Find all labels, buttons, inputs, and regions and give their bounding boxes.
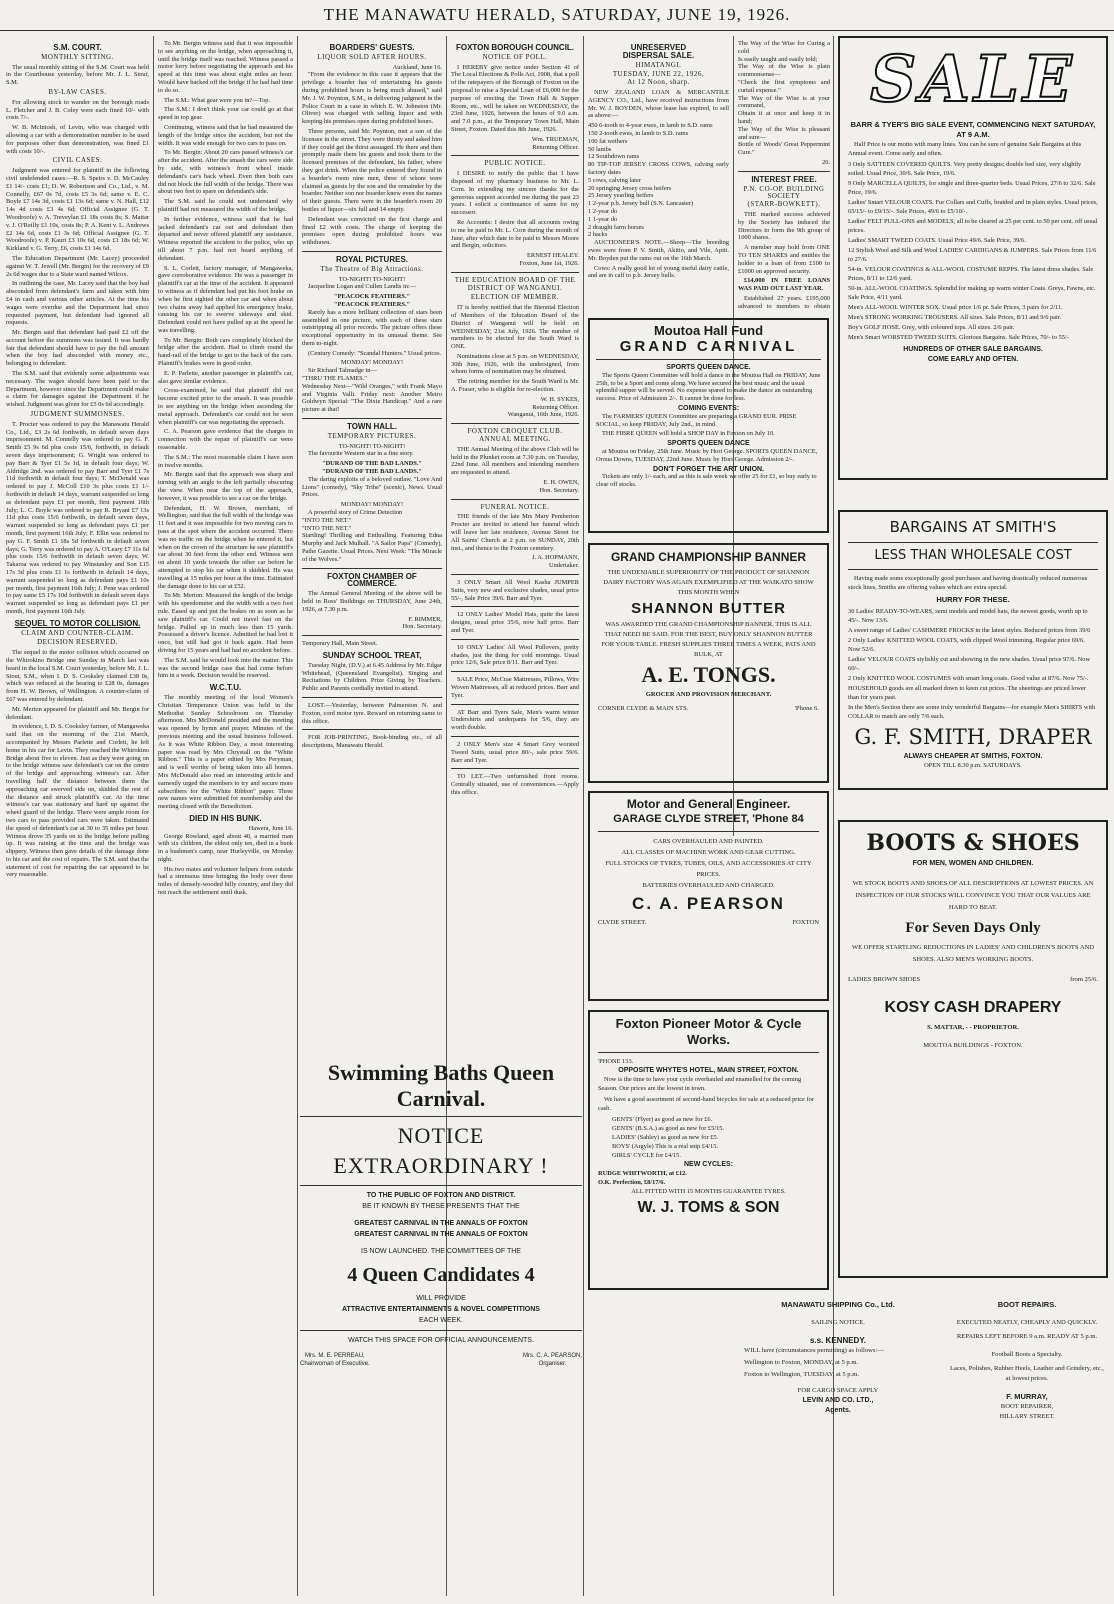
paragraph: In outlining the case, Mr. Lacey said that the boy had absconded from defendant's farm and taken with him £4 in cash and various other articles. At the time his wages were overdue and the Department had since requested payment, but defendant had ignored all requests. <box>6 280 149 327</box>
price-row <box>848 974 1098 986</box>
stock-item: 100 fat wethers <box>588 137 628 145</box>
paragraph: The Education Department (Mr. Lacey) proceeded against W. T. Jewell (Mr. Bergin) for the recovery of £9 2s 6d wages due to a State ward named Wilcox. <box>6 254 149 278</box>
paragraph: W. B. McIntosh, of Levin, who was charged with allowing a car with a demonstration number to be used for purposes other than demonstration, was fined £1 with costs 10/-. <box>6 124 149 155</box>
divider <box>451 574 579 575</box>
signatories <box>300 1352 582 1368</box>
paragraph: Re Accounts: I desire that all accounts owing to me be paid to Mr. L. Corn during the month of June, after which date to be paid to Messrs Moore and Bergin, solicitors. <box>451 218 579 250</box>
stock-list <box>588 122 729 239</box>
ad-line: IS NOW LAUNCHED. THE COMMITTEES OF THE <box>361 1248 521 1255</box>
smith-items <box>848 607 1098 721</box>
ad-line: WE STOCK BOOTS AND SHOES OF ALL DESCRIPTIONS AT LOWEST PRICES. AN INSPECTION OF OUR STOCKS WILL CONVINCE YOU THAT OUR VALUES ARE HARD TO BEAT. <box>852 880 1094 911</box>
column-rule <box>583 36 584 1596</box>
column-5-top <box>588 40 729 310</box>
ad-line: OPPOSITE WHYTE'S HOTEL, MAIN STREET, FOXTON. <box>618 1067 799 1074</box>
divider <box>451 272 579 273</box>
price-item: BOYS' (Argyle) This is a real snip £4/15. <box>612 1143 718 1150</box>
ad-heading: COMING EVENTS: <box>677 404 740 412</box>
jobprint-notice: FOR JOB-PRINTING, Book-binding etc., of all descriptions, Manawatu Herald. <box>302 734 442 750</box>
paragraph: The S.M. said he would look into the matter. This was the second bridge case that had come before him in a week. Decision would be reserved. <box>158 656 293 680</box>
film-title: "DURAND OF THE BAD LANDS." "DURAND OF THE BAD LANDS." <box>322 460 422 476</box>
stock-item: 150 2-tooth ewes, in lamb to S.D. rams <box>588 129 689 137</box>
paragraph: Having made some exceptionally good purchases and having drastically reduced numerous stock lines, Smiths are offering values which are extra special. <box>848 575 1088 591</box>
paragraph: For allowing stock to wander on the borough roads L. Fletcher and J. B. Coley were each fined 10/- with costs 7/-. <box>6 98 149 122</box>
divider <box>300 1330 582 1331</box>
stock-item: 5 cows, calving later <box>588 176 641 184</box>
paragraph: In further evidence, witness said that he had jacked defendant's car out and defendant then departed and never offered plaintiff any assistance. Witness reported the accident to the police, who up till about 7 p.m. had not heard anything of defendant. <box>158 215 293 262</box>
paragraph: The S.M.: The most reasonable claim I have seen in twelve months. <box>158 453 293 469</box>
subheading: FUNERAL NOTICE. <box>480 502 550 511</box>
paragraph: We have a good assortment of second-hand bicycles for sale at a reduced price for cash. <box>598 1096 814 1112</box>
divider <box>302 251 442 252</box>
ad-line: S. MATTAR, - - PROPRIETOR. <box>927 1024 1019 1031</box>
swimming-carnival-ad <box>300 1060 582 1595</box>
tonight-line: TO-NIGHT! TO-NIGHT! <box>338 275 406 283</box>
moutoa-carnival-ad <box>588 318 829 533</box>
ad-line: SAILING NOTICE. <box>811 1319 865 1326</box>
ad-line: FOR MEN, WOMEN AND CHILDREN. <box>912 860 1034 867</box>
stock-item: 1 2-year do <box>588 207 618 215</box>
ad-title: BOOTS & SHOES <box>866 830 1080 856</box>
ad-heading: NEW CYCLES: <box>684 1161 733 1168</box>
signature: W. H. SYKES, Returning Officer. Wanganui, 16th June, 1926. <box>507 395 579 419</box>
address: BOOT REPAIRER, HILLARY STREET. <box>999 1403 1055 1420</box>
chamber-heading: FOXTON CHAMBER OF COMMERCE. <box>327 571 417 589</box>
signature: ERNEST HEALEY. Foxton, June 1st, 1926. <box>519 252 579 267</box>
paragraph: The Annual General Meeting of the above will be held in Ross' Buildings on THURSDAY, June 24th, 1926, at 7.30 p.m. <box>302 590 442 613</box>
signature: Wm. TRUEMAN, Returning Officer. <box>531 135 579 151</box>
hall-line: Temporary Hall, Main Street. <box>302 640 378 648</box>
ad-line: GREATEST CARNIVAL IN THE ANNALS OF FOXTON <box>354 1231 528 1238</box>
kosy-name: KOSY CASH DRAPERY <box>884 999 1062 1016</box>
paragraph: THE Annual Meeting of the above Club will be held in the Plunket room at 7.30 p.m. on Tuesday, 22nd June. All members and intending members are requested to attend. <box>451 445 579 477</box>
pearson-motor-ad <box>588 791 829 1001</box>
paragraph: I HEREBY give notice under Section 41 of The Local Elections & Polls Act, 1908, that a poll of the ratepayers of the Borough of Foxton on the proposal to raise a Special Loan of £6,000 for the purpose of erecting the Town Hall & Supper Room, etc., will be taken on WEDNESDAY, the 23rd June, 1926, between the hours of 9.0 a.m. and 7.0 p.m., at the Temporary Town Hall, Main Street, Foxton. Dated this 8th June, 1926. <box>451 63 579 133</box>
paragraph: To Mr. Merton: Measured the length of the bridge with his speedometer and the width with a two foot rule. Eased up and put the brakes on as soon as he saw plaintiff's car. Could not travel fast on the bridge. Pulled up in much less than 15 yards. Possessed a driver's licence. Admitted he had lost it once, but still had got it back again. Had been driving for 15 years and had had no accident before. <box>158 592 293 654</box>
ad-line: GREATEST CARNIVAL IN THE ANNALS OF FOXTON <box>354 1220 528 1227</box>
tongs-name: A. E. TONGS. <box>641 662 776 687</box>
paragraph: Sir Richard Talmadge in— "THRU THE FLAMES." Wednesday Next—"Wild Oranges," with Frank Mayo and Virginia Valli. Friday next: Another Metro Goldwyn Special: "The Dixie Handicap." And a rare picture at that! <box>302 367 442 414</box>
paragraph: Established 27 years. £195,000 advanced to members to obtain <box>738 294 830 310</box>
price-item: GENTS' (B.S.A.) as good as new for £5/15. <box>612 1125 725 1132</box>
paragraph: (Century Comedy: "Scandal Hunters." Usual prices. <box>308 349 442 357</box>
ad-subtitle: LESS THAN WHOLESALE COST <box>874 548 1072 563</box>
sale-item: 54-in. VELOUR COATINGS & ALL-WOOL COSTUME REPPS. The latest dress shades. Sale Prices, 8/11 to 12/6 yard. <box>848 266 1094 282</box>
ship-name: s.s. KENNEDY. <box>809 1336 867 1345</box>
paragraph: Rarely has a more brilliant collection of stars been assembled in one picture, with each of these stars outstripping all prior records. The picture offers these exceptional opportunity in its unusual theme. See them to-night. <box>302 308 442 347</box>
divider <box>300 1116 582 1117</box>
ad-subtitle: GRAND CARNIVAL <box>619 338 798 355</box>
stock-item: 80 TIP-TOP JERSEY CROSS COWS, calving early factory dates <box>588 161 729 176</box>
dateline: Hawera, June 16. <box>248 824 293 832</box>
price-item: GIRLS' CYCLE for £4/15. <box>612 1152 681 1159</box>
ad-title: Motor and General Engineer. <box>626 797 791 811</box>
paragraph: To Mr. Bergin: Both cars completely blocked the bridge after the accident. Had to climb round the hand-rail of the bridge to get to the back of the cars. Plaintiff's brakes were in good order. <box>158 336 293 368</box>
paragraph: Continuing, witness said that he had measured the length of the bridge since the accident, but not the width. It was wide enough for two cars to pass on. <box>158 123 293 147</box>
ad-title: BOOT REPAIRS. <box>997 1300 1057 1309</box>
price: from 25/6. <box>1070 976 1098 983</box>
paragraph: S. L. Corlett, factory manager, of Mangaweka, gave corroborative evidence. He was a passenger in plaintiff's car at the time of the accident. It appeared to witness as if defendant had put his foot brake on when he first sighted the other car and when about two chains away had applied his emergency brake, causing his car to swerve sideways and skid. Defendant could not have pulled up at the speed he was travelling. <box>158 264 293 334</box>
sale-item: 50-in. ALL-WOOL COATINGS. Splendid for making up warm winter Coats. Greys, Fawns, etc. Sale Price, 4/11 yard. <box>848 285 1096 301</box>
address: CLYDE STREET. <box>598 919 647 926</box>
paragraph: E. P. Parlette, another passenger in plaintiff's car, also gave similar evidence. <box>158 369 293 385</box>
subheading: CLAIM AND COUNTER-CLAIM. <box>21 628 134 637</box>
ad-title: Swimming Baths Queen Carnival. <box>327 1060 555 1111</box>
sale-item: 2 Only Ladies' KNITTED WOOL COATS, with clipped Wool trimming. Regular price 69/6. Now 52/6. <box>848 637 1085 653</box>
ad-footer: HUNDREDS OF OTHER SALE BARGAINS. COME EARLY AND OFTEN. <box>903 346 1043 363</box>
paragraph: A powerful story of Crime Detection "INTO THE NET." "INTO THE NET." Startling! Thrilling and Enthralling. Featuring Edna Murphy and Jack Mulhall. "A Sailor Papa" (Comedy), Pathe Gazette. Usual Prices. Next Week: "The Miracle of the Wolves." <box>302 509 442 563</box>
paragraph: The S.M. said that evidently some adjustments was necessary. The wages should have been paid to the Department, however since the Department could make a claim for damages against the Department if he wished. Judgment was given for £5 0s 6d accordingly. <box>6 370 149 409</box>
ad-subtitle: GARAGE CLYDE STREET, 'Phone 84 <box>613 813 804 825</box>
column-6-top <box>738 40 830 310</box>
boarders-heading: BOARDERS' GUESTS. <box>329 43 415 52</box>
price-list <box>598 1115 819 1160</box>
subheading: The Theatre of Big Attractions. <box>320 264 424 273</box>
paragraph: THE FIBRE QUEEN will hold a SHOP DAY in Foxton on July 10. <box>602 430 775 438</box>
paragraph: THE marked success achieved by the Society has induced the Directors to form the 9th group of 1000 shares. <box>738 210 830 242</box>
sale-item: HOUSEHOLD goods are all marked down to keen cut prices. The sheetings are priced lower than for years past. <box>848 685 1086 701</box>
ad-line: WATCH THIS SPACE FOR OFFICIAL ANNOUNCEMENTS. <box>348 1337 534 1344</box>
paragraph: In evidence, I. D. S. Cooksley farmer, of Mangaweka said that on the morning of the 21st March, accompanied by Messrs Parlette and Corlett, he left home in his car for Levin. They reached the Whirokino Bridge about five to eleven. Just as they were going on to the bridge witness saw defendant's car on the centre of the bridge and approaching witness's car. After travelling half the distance between them the approaching car swerved side on, skidded the rest of the distance and struck plaintiff's car. At the time witness's car was stationary and hard up against the wheel guard of the bridge. There were ample room for two cars to pass provided cars were taken. Estimated the speed of defendant's car at 30 to 35 miles per hour. Witness drove 35 yards on to the bridge before pulling up. It was raining at the time and the bridge was slippery. Witness then gave details of the damage done to his car and the cost of repairs. The S.M. said that the statement of cost for repairing the car appeared to be very reasonable. <box>6 723 149 879</box>
barr-tyer-sale-ad <box>838 36 1108 480</box>
column-2 <box>158 40 293 1596</box>
sale-items <box>848 160 1098 342</box>
monday-line: MONDAY! MONDAY! <box>340 359 404 367</box>
interest-heading: INTEREST FREE. <box>751 174 817 184</box>
paragraph: Jacqueline Logan and Cullen Landis in:— <box>308 283 417 291</box>
sm-court-heading: S.M. COURT. <box>53 43 102 52</box>
paragraph: Half Price is our motto with many lines. You can be sure of genuine Sale Bargains at this Annual event. Come early and often. <box>848 141 1082 157</box>
ad-title: Moutoa Hall Fund <box>653 323 764 338</box>
ad-title: GRAND CHAMPIONSHIP BANNER <box>610 550 807 564</box>
sale-item: Men's ALL-WOOL WINTER SOX. Usual price 1/6 pr. Sale Prices, 3 pairs for 2/11. <box>848 304 1063 311</box>
signature: E. H. OWEN, Hon. Secretary. <box>539 479 579 494</box>
divider <box>302 697 442 698</box>
paragraph: Now is the time to have your cycle overhauled and enamelled for the coming Season. Our prices are the lowest in town. <box>598 1076 802 1092</box>
price-item: O.K. Perfection, £8/17/6. <box>598 1179 666 1186</box>
price-item: GENTS' (Flyer) as good as new for £6. <box>612 1116 713 1123</box>
classified-ad: 12 ONLY Ladies' Model Hats, quite the latest designs, usual price 35/6, now half price. Barr and Tyer. <box>451 611 579 634</box>
ad-title: BARGAINS AT SMITH'S <box>889 518 1057 536</box>
paragraph: The S.M.: What gear were you in?—Top. <box>164 96 271 104</box>
signature: Mrs. C. A. PEARSON, Organiser. <box>522 1353 582 1367</box>
column-3 <box>302 40 442 1040</box>
ad-line: EACH WEEK. <box>419 1317 463 1324</box>
subheading: BY-LAW CASES. <box>48 87 107 96</box>
divider <box>451 606 579 607</box>
monday-line: MONDAY! MONDAY! <box>340 501 404 509</box>
sunday-school-heading: SUNDAY SCHOOL TREAT, <box>322 650 422 660</box>
kosy-boots-ad <box>838 820 1108 1278</box>
sale-item: Boy's GOLF HOSE. Grey, with coloured tops. All sizes. 2/6 pair. <box>848 324 1015 331</box>
divider <box>848 569 1098 570</box>
divider <box>451 704 579 705</box>
ad-line: MOUTOA BUILDINGS - FOXTON. <box>923 1042 1023 1049</box>
paragraph: Cross-examined, he said that plaintiff did not become excited prior to the smash. It was possible to see anything on the bridge when ascending the metal approach. Defendant's car could not be seen when plaintiff's car was negotiating the approach. <box>158 387 293 426</box>
divider <box>596 359 821 360</box>
ad-line: ATTRACTIVE ENTERTAINMENTS & NOVEL COMPETITIONS <box>342 1306 540 1313</box>
divider <box>451 639 579 640</box>
divider <box>598 1052 819 1053</box>
paragraph: The daring exploits of a beloved outlaw. "Love And Lions" (comedy), "Sky Tribe" (scenic), News. Usual Prices. <box>302 475 442 499</box>
address-row <box>598 917 819 928</box>
sale-item: Ladies' SMART TWEED COATS. Usual Price 49/6. Sale Price, 39/6. <box>848 237 1026 244</box>
signature: Mrs. M. E. PERREAU, Chairwoman of Executive. <box>300 1353 370 1367</box>
signature: J. A. HOPMANN, Undertaker. <box>531 554 579 570</box>
died-heading: DIED IN HIS BUNK. <box>189 813 262 823</box>
repairer-name: F. MURRAY, <box>1006 1392 1048 1401</box>
ad-line: ALL CLASSES OF MACHINE WORK AND GEAR CUTTING. <box>621 849 796 856</box>
divider <box>302 568 442 569</box>
paragraph: IT is hereby notified that the Biennial Election of Members of the Education Board of the District of Wanganui will be held on WEDNESDAY, 21st July, 1926. The number of members to be elected for the South Ward is ONE. <box>451 304 579 351</box>
paragraph: WILL have (circumstances permitting) as follows:— <box>744 1347 884 1354</box>
toms-cycle-ad <box>588 1010 829 1290</box>
wctu-heading: W.C.T.U. <box>209 683 242 693</box>
paragraph: I DESIRE to notify the public that I have disposed of my pharmacy business to Mr. L. Corn. In extending my sincere thanks for the generous support accorded me during the past 23 years. I solicit a continuance of same for my successor. <box>451 170 579 217</box>
divider <box>302 418 442 419</box>
ad-heading: DON'T FORGET THE ART UNION. <box>652 465 765 473</box>
signature: F. RIMMER, Hon. Secretary. <box>402 615 442 631</box>
stock-item: 1 2-year p.b. Jersey bull (S.N. Lancaster) <box>588 200 694 208</box>
dateline: Auckland, June 16. <box>392 63 442 71</box>
town-hall-heading: TOWN HALL. <box>346 422 398 432</box>
smith-name: G. F. SMITH, DRAPER <box>854 725 1092 749</box>
ad-line: EXECUTED NEATLY, CHEAPLY AND QUICKLY. <box>956 1319 1098 1326</box>
royal-pictures-heading: ROYAL PICTURES. <box>335 254 408 264</box>
ad-line: WILL PROVIDE <box>416 1295 466 1302</box>
ad-line: FOR CARGO SPACE APPLY <box>797 1387 879 1394</box>
divider <box>848 542 1098 543</box>
sale-item: Ladies' VELOUR COATS stylishly cut and showing in the new shades. Usual price 97/6. Now 60/-. <box>848 656 1091 672</box>
classified-ad: SALE Price, McCrae Mattresses, Pillows, Wire Woven Mattresses, all at reduced prices. Barr and Tyer. <box>451 676 579 699</box>
sale-item: Men's STRONG WORKING TROUSERS. All sizes. Sale Prices, 8/11 and 9/6 pair. <box>848 314 1062 321</box>
poem: The Way of the Wise for Curing a cold Is easily taught and easily told; The Way of the Wise is plain commonsense— "Check the first symptoms and curtail expense." The Way of the Wise is at your command, Obtain it at once and keep it in hand; The Way of the Wise is pleasant and sure— Bottle of Woods' Great Peppermint Cure." <box>738 40 830 157</box>
sale-item: 9 Only MARCELLA QUILTS, for single and three-quarter beds. Usual Prices, 27/6 to 32/6. Sale Price, 19/6. <box>848 180 1096 196</box>
ad-title: MANAWATU SHIPPING Co., Ltd. <box>781 1300 895 1309</box>
ad-title: Foxton Pioneer Motor & Cycle Works. <box>615 1016 802 1047</box>
subheading: HIMATANGI. <box>635 60 682 69</box>
subheading: TEMPORARY PICTURES. <box>327 431 417 440</box>
subheading: P.N. CO-OP. BUILDING SOCIETY (STARR-BOWKETT). <box>743 184 825 209</box>
smith-bargains-ad <box>838 510 1108 790</box>
ad-heading: SPORTS QUEEN DANCE <box>667 440 750 448</box>
masthead: THE MANAWATU HERALD, SATURDAY, JUNE 19, 1926. <box>0 0 1114 31</box>
paragraph: Judgment was entered for plaintiff in the following civil undefended cases:—R. S. Speirs v. D. McCauley £1 14/- costs £1; D. W. Robertson and Co., Ltd., v. M. Connelly, £67 0s 7d, costs £5 3s 6d; same v. E. C. Boyle £7 14s 3d, costs £1 13s 6d; same v. N. Hall, £12 14s 4d costs £3 4s 6d; Official Assignee (G. T. Woodroofe) v. A. Treveylan £1 18s costs 8s; S. Mattar v. J. O'Reilly £1 10s, costs 8s; P. A. Kent v. L. Andrews £2 14s 6d, costs £1 3s 6d; Official Assignee (G. T. Woodroofe) v. P. Kauri £3 10s 6d, costs £1 18s 6d; W. Kirkland v. G. Terry, £6, costs £1 14s 6d. <box>6 167 149 253</box>
ad-heading: SPORTS QUEEN DANCE. <box>666 364 751 371</box>
ad-line: CARS OVERHAULED AND PAINTED. <box>653 838 764 845</box>
subheading: FOXTON CROQUET CLUB. ANNUAL MEETING. <box>467 427 563 444</box>
divider <box>451 423 579 424</box>
subheading: NOTICE OF POLL. <box>482 52 548 61</box>
ad-heading: BARR & TYER'S BIG SALE EVENT, COMMENCING NEXT SATURDAY, AT 9 A.M. <box>850 120 1096 139</box>
subheading: LIQUOR SOLD AFTER HOURS. <box>317 52 427 61</box>
subheading: PUBLIC NOTICE. <box>484 159 546 168</box>
divider <box>598 831 819 832</box>
ad-line: BATTERIES OVERHAULED AND CHARGED. <box>642 882 775 889</box>
sale-item: A sweet range of Ladies' CASHMERE FROCKS in the latest styles. Reduced prices from 39/6 <box>848 627 1091 634</box>
paragraph: The monthly meeting of the local Women's Christian Temperance Union was held in the Methodist Sunday Schoolroom on Thursday afternoon. Mrs McDonald presided and the meeting was opened by hymn and prayer. Minutes of the previous meeting and the usual business followed. As it was White Ribbon Day, a most interesting paper was read by Mrs Chrystall on the "White Ribbon." This is a paper edited by Mrs Peryman, and is well worthy of being taken into all homes. Mrs McDonald also read an interesting article and earnestly urged the members to try and secure more subscribers for the "White Ribbon" paper. Three new names were submitted for membership and the meeting closed with the Benediction. <box>158 693 293 811</box>
subheading: DECISION RESERVED. <box>37 638 118 647</box>
subheading: ELECTION OF MEMBER. <box>470 293 560 302</box>
paragraph: The favourite Western star in a fine story. <box>308 450 414 458</box>
divider <box>451 736 579 737</box>
agents: LEVIN AND CO. LTD., Agents. <box>802 1397 874 1414</box>
paragraph: Mr. Bergin said that defendant had paid £2 off the account before the summons was issued. It was hardly fair that defendant should have to pay the full amount when the boy had absconded with money etc., belonging to defendant. <box>6 329 149 368</box>
borough-heading: FOXTON BOROUGH COUNCIL. <box>455 43 575 52</box>
ad-line: BE IT KNOWN BY THESE PRESENTS THAT THE <box>362 1203 520 1210</box>
classified-ad: 3 ONLY Smart All Wool Kasha JUMPER Suits, very new and exclusive shades, usual price 55/-, Sale Price 39/6. Barr and Tyer. <box>451 579 579 602</box>
paragraph: The S.M. said he could not understand why plaintiff had not measured the width of the bridge. <box>158 198 293 213</box>
ad-line: LADIES BROWN SHOES <box>848 976 921 983</box>
ad-line: OPEN TILL 8.30 p.m. SATURDAYS. <box>924 762 1022 769</box>
ad-line: WE OFFER STARTLING REDUCTIONS IN LADIES' AND CHILDREN'S BOOTS AND SHOES. ALSO MEN'S WORKING BOOTS. <box>851 944 1095 963</box>
paragraph: The S.M.: I don't think your car could go at that speed in top gear. <box>158 106 293 122</box>
phone: 'PHONE 133. <box>598 1058 634 1065</box>
ad-heading: HURRY FOR THESE. <box>936 595 1010 604</box>
paragraph: Nominations close at 5 p.m. on WEDNESDAY, 30th June, 1926, with the undersigned, from whom forms of nomination may be obtained. <box>451 352 579 376</box>
column-rule <box>297 36 298 1596</box>
paragraph: Defendant was convicted on the first charge and fined £2 with costs. The charge of keeping the premises open during prohibited hours was withdrawn. <box>302 215 442 247</box>
lost-notice: LOST.—Yesterday, between Palmerston N. and Foxton, cord motor tyre. Reward on returning same to this office. <box>302 701 442 725</box>
paragraph: Three persons, said Mr. Poynton, met a son of the licensee in the street. They were thirsty and asked him if they could get the thirst assuaged. He there and then promptly made them his guests and took them to the licensed premises of the defendant, his father, where they got drink. When the police entered they found in a boarder's room nine men, three of whom were claimed as guests by the son and the remainder by the boarder. Neither son nor boarder knew even the names of their guests. There were in the boarder's room 20 bottles of liquor—six full and 14 empty. <box>302 127 442 213</box>
stock-item: 50 lambs <box>588 145 612 153</box>
paragraph: "From the evidence in this case it appears that the privilege a boarder has of entertaining his guests during prohibited hours is being much abused," said Mr. J. W. Poynton, S.M., in delivering judgment in the Police Court in a case in which E. W. Johnston (Mr. Oliver) was charged with selling liquor and with keeping his premises open during prohibited hours. <box>302 71 442 126</box>
sale-item: 12 Stylish Wool and Silk and Wool LADIES' CARDIGANS & JUMPERS. Sale Prices from 11/6 to 27/6. <box>848 247 1097 263</box>
sale-item: 30 Ladies' READY-TO-WEARS, semi models and model hats, the newest goods, worth up to 45/-. Now 13/6. <box>848 608 1088 624</box>
paragraph: Foxton to Wellington, TUESDAY, at 5 p.m. <box>744 1371 859 1378</box>
sale-item: 3 Only SATTEEN COVERED QUILTS. Very pretty designs; double bed size, very slightly soiled. Usual Price, 30/6. Sale Price, 19/6. <box>848 161 1082 177</box>
paragraph: at Moutoa on Friday, 25th June. Music by Hori George. SPORTS QUEEN DANCE, Oroua Downs, TUESDAY, 22nd June. Music by Hori George. Admission 2/-. <box>596 447 818 463</box>
paragraph: A member may hold from ONE TO TEN SHARES and entitles the holder to a loan of from £100 to £1000 on approved security. <box>738 244 830 275</box>
paragraph: NEW ZEALAND LOAN & MERCANTILE AGENCY CO., Ltd., have received instructions from Mr. W. J. BOYDEN, whose lease has expired, to sell as above:— <box>588 88 729 120</box>
subheading: MONTHLY SITTING. <box>41 52 114 61</box>
film-title: "PEACOCK FEATHERS." "PEACOCK FEATHERS." <box>333 293 411 308</box>
shipping-ad <box>738 1300 938 1596</box>
classified-ad: AT Barr and Tyers Sale, Men's warm winter Undershirts and underpants for 5/6, they are worth double. <box>451 708 579 732</box>
seven-days-heading: For Seven Days Only <box>905 920 1041 936</box>
paragraph: His two mates and volunteer helpers from outside had a strenuous time bringing the body over three miles of densely-wooded hilly country, and they did not reach the settlement until dusk. <box>158 865 293 897</box>
ad-line: Laces, Polishes, Rubber Heels, Leather and Grindery, etc., at lowest prices. <box>950 1365 1104 1382</box>
sale-item: Men's Smart WORSTED TWEED SUITS. Glorious Bargains. Sale Prices, 70/- to 55/- <box>848 334 1069 341</box>
address-row <box>598 704 819 714</box>
paragraph: Tickets are only 1/- each, and as this is sale week we offer 25 for £1, so buy early to clear off stocks. <box>596 473 817 489</box>
sale-title: SALE <box>870 42 1076 117</box>
ad-line: GROCER AND PROVISION MERCHANT. <box>645 691 772 698</box>
ad-line: WAS AWARDED THE GRAND CHAMPIONSHIP BANNER. THIS IS ALL THAT NEED BE SAID. FOR THE BEST, BUY ONLY SHANNON BUTTER FOR YOUR TABLE. FRESH SUPPLIES THREE TIMES A WEEK, PATS AND BULK, AT <box>601 621 816 658</box>
town: FOXTON <box>792 919 819 926</box>
murray-repairs-ad <box>948 1300 1106 1596</box>
classified-ad: TO LET.—Two unfurnished front rooms. Centrally situated, use of conveniences.—Apply this office. <box>451 773 579 796</box>
paragraph: C. A. Pearson gave evidence that the charges in connection with the repair of plaintiff's car were reasonable. <box>158 428 293 452</box>
sale-item: Ladies' FELT PULL-ONS and MODELS, all to be cleared at 25 per cent. to 50 per cent. off usual prices. <box>848 218 1098 234</box>
paragraph: Tuesday Night, (D.V.) at 6.45 Address by Mr. Edgar Whitehead, (Queensland Evangelist). Singing and Recitations by Children. Prize Giving by Teachers. Public and Parents cordially invited to attend. <box>302 661 442 693</box>
paragraph: George Rowland, aged about 40, a married man with six children, the eldest only ten, died in a bunk in a bushmen's camp, near Hurleyville, on Monday night. <box>158 832 293 863</box>
divider <box>302 729 442 730</box>
ad-number: 20. <box>822 158 830 166</box>
price-item: RUDGE WHITWORTH, at £12. <box>598 1170 687 1177</box>
stock-item: 1 1-year do <box>588 215 618 223</box>
paragraph: THE friends of the late Mrs Mary Pemberton Procter are invited to attend her funeral which will leave her late residence, Avenue Street for All Saints' Church at 2 p.m. on SUNDAY, 20th inst., and thence to the Foxton cemetery. <box>451 513 579 552</box>
paragraph: The Sports Queen Committee will hold a dance in the Moutoa Hall on FRIDAY, June 25th, to be a Sport and come along. We have secured the best music and the usual splendid supper will be served. No expense spared to make the dance an outstanding success. Price of Admission 2/-. It cannot be done for less. <box>596 371 821 403</box>
ad-subtitle: SHANNON BUTTER <box>631 600 786 617</box>
paragraph: To Mr. Bergin: About 20 cars passed witness's car after the accident. After the smash the cars were side by side, with witness's front wheel inside defendant's car's back wheel. Even then both cars did not block the full width of the bridge. There was about two feet to spare on defendant's side. <box>158 149 293 196</box>
divider <box>738 171 830 172</box>
divider <box>451 671 579 672</box>
stock-item: 25 Jersey yearling heifers <box>588 192 654 200</box>
divider <box>451 499 579 500</box>
paragraph: The FARMERS' QUEEN Committee are preparing a GRAND EUR. PRISE SOCIAL, so keep FRIDAY, July 2nd., in mind. <box>596 412 797 428</box>
pearson-name: C. A. PEARSON <box>632 894 785 913</box>
paragraph: Defendant, H. W. Brown, merchant, of Wellington, said that the full width of the bridge was 11 feet and it was impossible for two moving cars to pass at the spot where the accident occurred. There was no traffic on the bridge when he entered it, but when on the crown of the structure he saw plaintiff's car about 30 feet from the other end. Witness sent on about 10 yards towards the other car before he attempted to stop his car when it skidded. He was travelling at 15 miles per hour at the time. Estimated the damage done to his car at £52. <box>158 504 293 590</box>
queens-heading: 4 Queen Candidates 4 <box>347 1264 535 1286</box>
address: CORNER CLYDE & MAIN STS. <box>598 705 689 712</box>
paragraph: AUCTIONEER'S NOTE.—Sheep—The breeding ewes were from P. V. Smith, Akitio, and Vile, Apiti. Mr. Boyden put the rams out on the 16th March. <box>588 239 729 262</box>
paragraph: £14,000 IN FREE LOANS WAS PAID OUT LAST YEAR. <box>738 277 830 293</box>
stock-item: 2 hacks <box>588 231 608 239</box>
paragraph: The retiring member for the South Ward is Mr. A. Fraser, who is eligible for re-election. <box>451 378 579 394</box>
column-4 <box>451 40 579 1040</box>
divider <box>300 1185 582 1186</box>
classified-ad: 10 ONLY Ladies' All Wool Pullovers, pretty shades, just the thing for cold mornings. Usual price 12/6, Sale price 8/11. Barr and Tyer. <box>451 643 579 667</box>
subheading: JUDGMENT SUMMONSES. <box>30 410 125 419</box>
dispersal-heading: UNRESERVED DISPERSAL SALE. <box>622 43 695 60</box>
sale-item: 2 Only KNITTED WOOL COSTUMES with smart long coats. Good value at 87/6. Now 75/-. <box>848 675 1089 682</box>
paragraph: Cows: A really good lot of young useful dairy cattle, and are in calf to p.b. Jersey bulls. <box>588 264 729 280</box>
subheading: THE EDUCATION BOARD OF THE DISTRICT OF WANGANUI. <box>454 275 576 292</box>
paragraph: Mr. Bergin said that the approach was sharp and turning with an angle to the left partially obscuring the view. When near the top of the approach, however, it was possible to see a car on the bridge. <box>158 471 293 502</box>
motor-collision-heading: SEQUEL TO MOTOR COLLISION. <box>14 618 141 628</box>
sale-item: Ladies' Smart VELOUR COATS. Fur Collars and Cuffs, braided and in plain styles. Usual prices, 65/15/- to £9/15/-. Sale Prices, 49/6 to £5/10/-. <box>848 199 1098 215</box>
ad-line: ALWAYS CHEAPER AT SMITHS, FOXTON. <box>903 753 1043 760</box>
stock-item: 20 springing Jersey cross heifers <box>588 184 672 192</box>
phone: 'Phone 6. <box>794 705 819 712</box>
sale-item: In the Men's Section there are some truly wonderful Bargains—for example Men's SHIRTS with COLLAR to match are only 7/6 each. <box>848 704 1096 720</box>
price-item: LADIES' (Sahley) as good as new for £5. <box>612 1134 719 1141</box>
paragraph: The sequel to the motor collision which occurred on the Whirokino Bridge one Sunday in March last was heard in the local S.M. Court yesterday, before Mr. J. L. Stout, S.M., when I. D. S. Cooksley claimed £38 0s, which was reduced at the hearing to £28 0s, damages from H. W. Brown, of Wellington. A counter-claim of £67 was entered by defendant. <box>6 649 149 703</box>
tonight-line: TO-NIGHT! TO-NIGHT! <box>338 442 406 450</box>
column-1 <box>6 40 149 1596</box>
ad-line: REPAIRS LEFT BEFORE 9 a.m. READY AT 5 p.m. <box>956 1333 1098 1340</box>
stock-item: 450 6-tooth to 4-year ewes, in lamb to S.D. rams <box>588 122 713 130</box>
classified-ad: 2 ONLY Men's size 4 Smart Grey worsted Tweed Suits, usual price 80/-, sale price 59/6. Barr and Tyer. <box>451 740 579 764</box>
subheading: TUESDAY, JUNE 22, 1926, At 12 Noon, sharp. <box>612 70 705 87</box>
ad-line: Football Boots a Specialty. <box>991 1351 1063 1358</box>
ad-line: THE UNDENIABLE SUPERIORITY OF THE PRODUCT OF SHANNON DAIRY FACTORY WAS AGAIN EXEMPLIFIED AT THE WAIKATO SHOW THIS MONTH WHEN <box>603 569 814 596</box>
paragraph: The usual monthly sitting of the S.M. Court was held in the Courthouse yesterday, before Mr. J. L. Stout, S.M. <box>6 63 149 87</box>
divider <box>451 155 579 156</box>
divider <box>302 635 442 636</box>
paragraph: Wellington to Foxton, MONDAY, at 5 p.m. <box>744 1359 859 1366</box>
ad-line: TO THE PUBLIC OF FOXTON AND DISTRICT. <box>366 1192 516 1199</box>
paragraph: To Mr. Bergin witness said that it was impossible to see anything on the bridge, when approaching it, until the bridge itself was reached. Witness passed a motor lorry before negotiating the approach and his speed at this time was about eight miles an hour. Would have backed off the bridge if he had had time to do so. <box>158 40 293 94</box>
column-rule <box>153 36 154 1596</box>
paragraph: Mr. Merton appeared for plaintiff and Mr. Bergin for defendant. <box>6 705 149 721</box>
divider <box>451 768 579 769</box>
toms-name: W. J. TOMS & SON <box>637 1199 780 1216</box>
stock-item: 2 draught farm horses <box>588 223 644 231</box>
stock-item: 12 Southdown rams <box>588 153 640 161</box>
subheading: CIVIL CASES. <box>52 156 103 165</box>
ad-line: ALL FITTED WITH 15 MONTHS GUARANTEE TYRES. <box>631 1188 786 1195</box>
ad-line: FULL STOCKS OF TYRES, TUBES, OILS, AND ACCESSORIES AT CITY PRICES. <box>605 860 812 878</box>
shannon-butter-ad <box>588 543 829 783</box>
notice-heading: NOTICE EXTRAORDINARY ! <box>333 1123 549 1178</box>
paragraph: T. Procter was ordered to pay the Manawatu Herald Co., Ltd., £3 2s 6d forthwith, in default seven days imprisonment. M. Connelly was ordered to pay G. F. Smith £5 9s 6d plus costs 15/6, forthwith, in default seven days imprisonment; G. Wright was ordered to pay Barr & Tyer £1 5s 1d, in default four days; W. Aldridge 2nd. was ordered to pay Barr and Tyer £1 7s 11d forthwith in default four days; T. McDonald was ordered to pay J. McColl £10 3s plus costs £1 1/- forthwith in default 14 days, warrant suspended so long as defendant pays £1 per month, first payment 16th July; L. C. Boyle was ordered to pay R. Bryant £7 13s 11d plus costs 15/6 forthwith, in default seven days, warrant suspended so long as defendant pays £1 per month, first payment 16th July; F. Ellin was ordered to pay G. F. Smith £1 18s 5d forthwith in default seven days; G. Terry was ordered to pay A. O'Leary £7 11s 6d plus costs 15/6 forthwith in default seven days; W. Takaroa was ordered to pay Winstanley and Son £15 17s 3d plus costs £1 1s forthwith in default 14 days, warrant suspended so long as defendant pays £1 10s per month, first payment 16th July; J. Pene was ordered to pay same £5 17s 10d forthwith in default seven days warrant suspended so long as defendant pays £1 per month, first payment 16th July. <box>6 420 149 615</box>
